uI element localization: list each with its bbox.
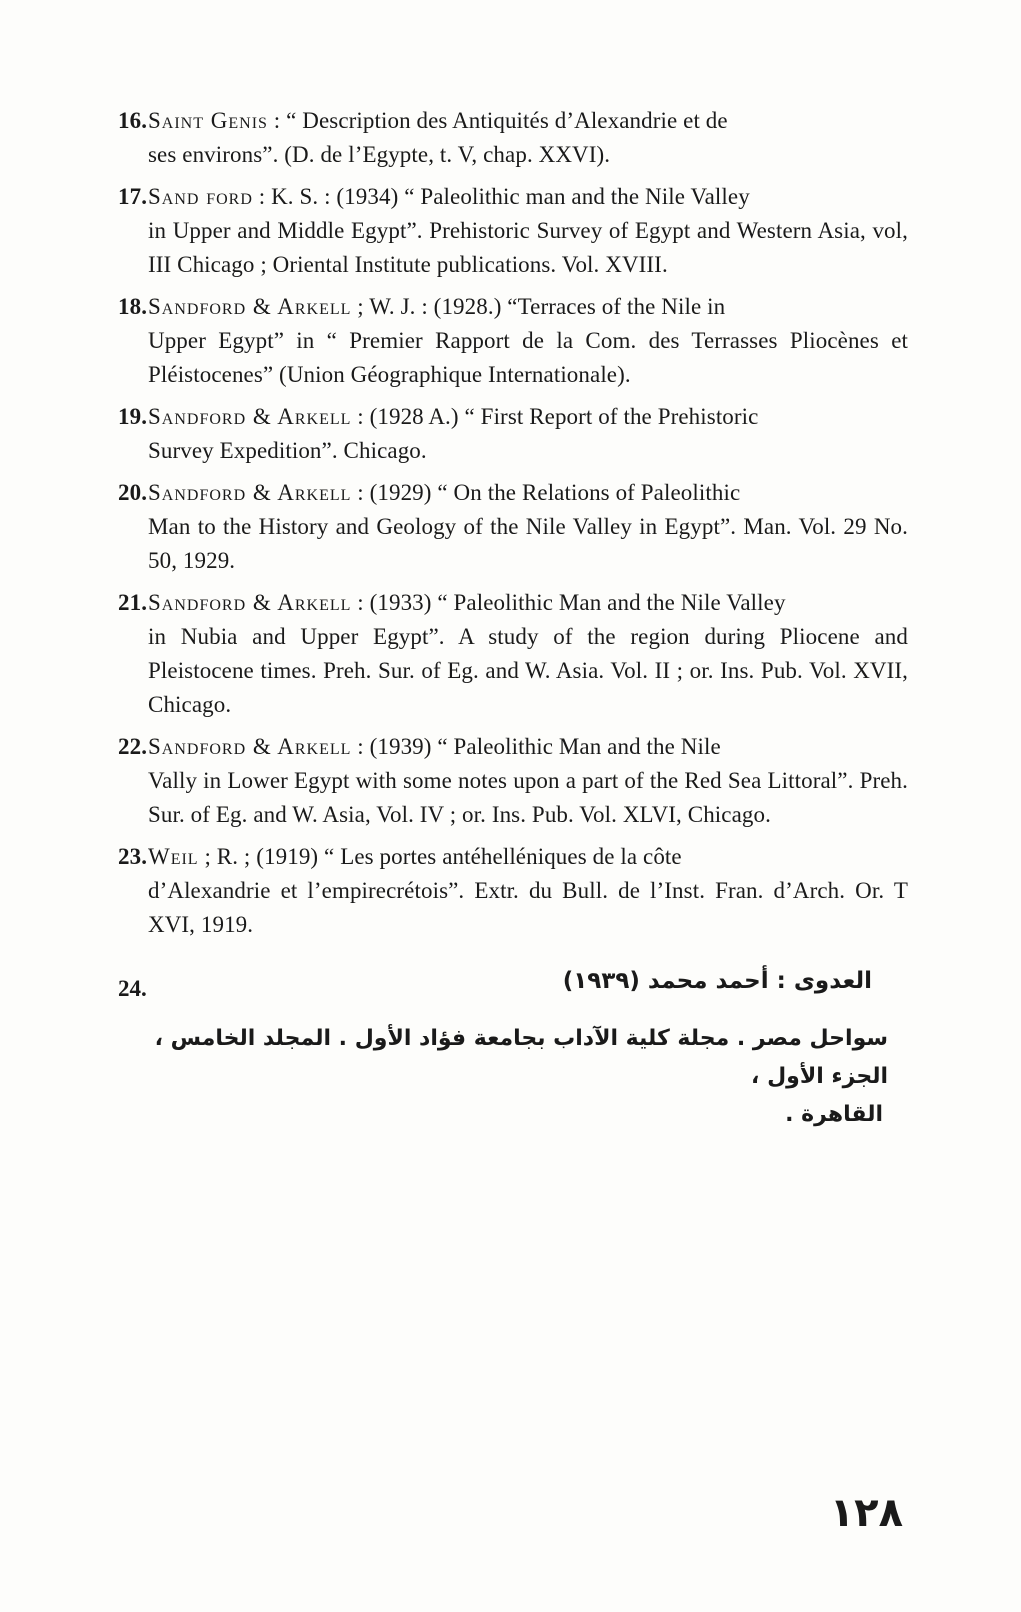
reference-first-line: : (1933) “ Paleolithic Man and the Nile Valley bbox=[351, 590, 786, 615]
reference-body: Man to the History and Geology of the Nile Valley in Egypt”. Man. Vol. 29 No. 50, 1929. bbox=[148, 514, 908, 573]
reference-body: ses environs”. (D. de l’Egypte, t. V, chap. XXVI). bbox=[148, 142, 611, 167]
reference-first-line: ; W. J. : (1928.) “Terraces of the Nile in bbox=[351, 294, 726, 319]
reference-item bbox=[118, 180, 908, 282]
reference-number: 23. bbox=[118, 844, 148, 869]
arabic-reference bbox=[118, 968, 908, 1134]
reference-author: Sandford & Arkell bbox=[148, 480, 352, 505]
reference-first-line: : (1939) “ Paleolithic Man and the Nile bbox=[351, 734, 721, 759]
reference-number: 16. bbox=[118, 108, 148, 133]
reference-number: 20. bbox=[118, 480, 148, 505]
reference-first-line: : (1929) “ On the Relations of Paleolithic bbox=[351, 480, 741, 505]
reference-number: 17. bbox=[118, 184, 148, 209]
arabic-reference-author: العدوى : أحمد محمد (١٩٣٩) bbox=[562, 968, 872, 994]
reference-item bbox=[118, 104, 908, 172]
reference-item bbox=[118, 400, 908, 468]
reference-number: 21. bbox=[118, 590, 148, 615]
reference-author: Sandford & Arkell bbox=[148, 734, 352, 759]
reference-author: Sand ford bbox=[148, 184, 253, 209]
arabic-reference-line-2: القاهرة . bbox=[785, 1102, 883, 1127]
reference-item bbox=[118, 840, 908, 942]
reference-first-line: : “ Description des Antiquités d’Alexandrie et de bbox=[267, 108, 728, 133]
arabic-reference-line-1: سواحل مصر . مجلة كلية الآداب بجامعة فؤاد الأول . المجلد الخامس ، الجزء الأول ، bbox=[154, 1026, 888, 1089]
reference-first-line: : (1928 A.) “ First Report of the Prehistoric bbox=[351, 404, 759, 429]
reference-first-line: : K. S. : (1934) “ Paleolithic man and the Nile Valley bbox=[252, 184, 750, 209]
reference-number: 24. bbox=[118, 976, 147, 1001]
reference-body: Vally in Lower Egypt with some notes upon a part of the Red Sea Littoral”. Preh. Sur. of Eg. and W. Asia, Vol. IV ; or. Ins. Pub. Vol. XLVI, Chicago. bbox=[148, 768, 908, 827]
reference-author: Sandford & Arkell bbox=[148, 590, 352, 615]
reference-number: 22. bbox=[118, 734, 148, 759]
reference-first-line: ; R. ; (1919) “ Les portes antéhelléniques de la côte bbox=[198, 844, 682, 869]
reference-item bbox=[118, 586, 908, 722]
reference-body: Upper Egypt” in “ Premier Rapport de la Com. des Terrasses Pliocènes et Pléistocenes” (Union Géographique Internationale). bbox=[148, 328, 908, 387]
reference-item bbox=[118, 290, 908, 392]
reference-number: 19. bbox=[118, 404, 148, 429]
reference-body: in Nubia and Upper Egypt”. A study of the region during Pliocene and Pleistocene times. Preh. Sur. of Eg. and W. Asia. Vol. II ; or. Ins. Pub. Vol. XVII, Chicago. bbox=[148, 624, 908, 717]
arabic-reference-header bbox=[118, 968, 908, 1008]
reference-number: 18. bbox=[118, 294, 148, 319]
reference-item bbox=[118, 476, 908, 578]
reference-body: in Upper and Middle Egypt”. Prehistoric Survey of Egypt and Western Asia, vol, III Chicago ; Oriental Institute publications. Vol. XVIII. bbox=[148, 218, 908, 277]
reference-author: Sandford & Arkell bbox=[148, 294, 352, 319]
reference-author: Saint Genis bbox=[148, 108, 268, 133]
reference-author: Weil bbox=[148, 844, 199, 869]
reference-author: Sandford & Arkell bbox=[148, 404, 352, 429]
reference-list bbox=[118, 104, 908, 950]
page-number: ١٢٨ bbox=[829, 1490, 903, 1536]
reference-body: d’Alexandrie et l’empirecrétois”. Extr. du Bull. de l’Inst. Fran. d’Arch. Or. T XVI, 1919. bbox=[148, 878, 908, 937]
reference-item bbox=[118, 730, 908, 832]
reference-body: Survey Expedition”. Chicago. bbox=[148, 438, 427, 463]
